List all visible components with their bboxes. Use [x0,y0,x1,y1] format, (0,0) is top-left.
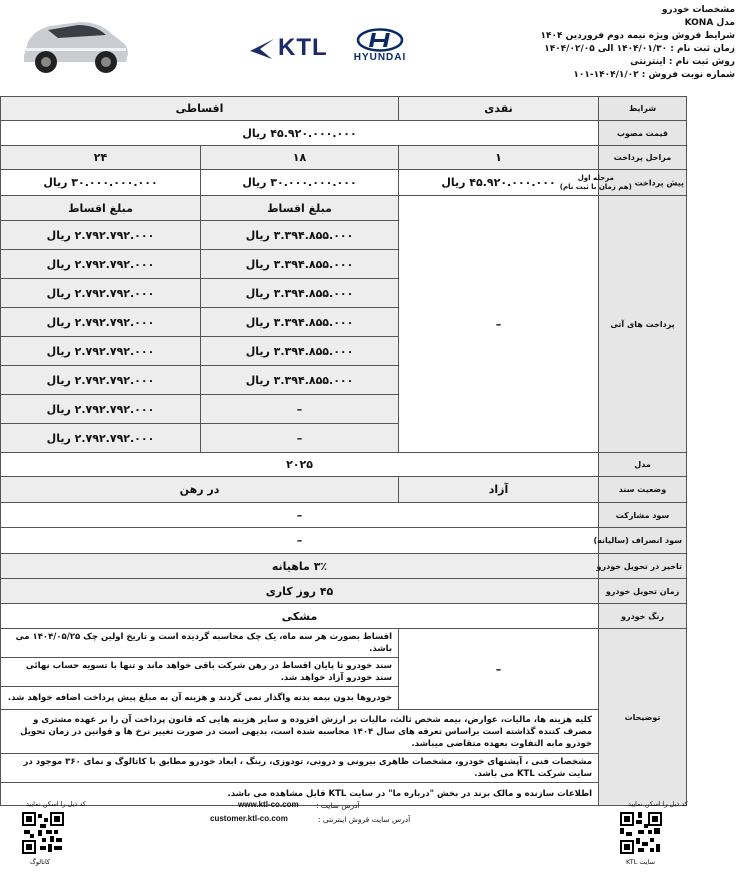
note-row [1,754,687,783]
pricing-table [0,96,687,806]
prepay-cash: ۴۵.۹۲۰.۰۰۰.۰۰۰ ریال [399,170,599,196]
model-year: ۲۰۲۵ [1,453,599,477]
prepay-18: ۳۰.۰۰۰.۰۰۰.۰۰۰ ریال [201,170,399,196]
spec-conditions: شرایط فروش ویژه نیمه دوم فروردین ۱۴۰۴ [540,31,735,41]
note-text: اطلاعات سازنده و مالک برند در بخش "درباره ما" در سایت KTL قابل مشاهده می باشد. [1,783,599,806]
catalog-qr-icon[interactable] [22,812,64,854]
site-qr-icon[interactable] [620,812,662,854]
notes-cash: – [399,629,599,710]
row-participation-profit [1,503,687,528]
stage-18: ۱۸ [201,146,399,170]
note-text: اقساط بصورت هر سه ماه، یک چک محاسبه گردیده است و تاریخ اولین چک ۱۴۰۴/۰۵/۲۵ می باشد. [1,629,399,658]
installment-18: – [201,395,399,424]
row-installment-header [1,196,687,221]
installment-24: ۲.۷۹۲.۷۹۲.۰۰۰ ریال [1,308,201,337]
note-text: خودروها بدون بیمه بدنه واگذار نمی گردند و هزینه آن به مبلغ پیش پرداخت اضافه خواهد شد. [1,687,399,710]
installment-18: ۳.۳۹۴.۸۵۵.۰۰۰ ریال [201,221,399,250]
label-delivery-time: زمان تحویل خودرو [599,579,687,604]
installment-18: ۳.۳۹۴.۸۵۵.۰۰۰ ریال [201,250,399,279]
installment-header-18: مبلغ اقساط [201,196,399,221]
page-footer [0,796,743,889]
ktl-swoosh-icon [248,37,276,61]
label-first-stage: مرحله اول [577,173,614,182]
label-payment-stages: مراحل پرداخت [599,146,687,170]
note-text: سند خودرو تا پایان اقساط در رهن شرکت باقی خواهد ماند و تنها با تسویه حساب نهائی سند خودرو آزاد خواهد شد. [1,658,399,687]
label-first-stage-note: (هم زمان با ثبت نام) [559,182,632,191]
page-header [0,0,743,96]
installment-18: ۳.۳۹۴.۸۵۵.۰۰۰ ریال [201,337,399,366]
row-color [1,604,687,629]
label-conditions: شرایط [599,97,687,121]
note-text: کلیه هزینه ها، مالیات، عوارض، بیمه شخص ثالث، مالیات بر ارزش افزوده و سایر هزینه هایی که قانون پرداخت آن را بر عهده مشتری و مصرف کننده گذاشته است براساس تعرفه های سال ۱۴۰۴ محاسبه شده است، بدیهی است در صورت تغییر نرخ ها و قوانین در زمان تحویل خودرو مابه التفاوت بعهده متقاضی میباشد. [1,710,599,754]
label-prepayment-text: پیش پرداخت [634,178,685,187]
label-model: مدل [599,453,687,477]
site-label: آدرس سایت : [316,801,360,810]
spec-reg-time: زمان ثبت نام : ۱۴۰۴/۰۱/۳۰ الی ۱۴۰۴/۰۲/۰۵ [544,44,735,54]
spec-title: مشخصات خودرو [661,5,735,15]
label-delivery-delay: تاخیر در تحویل خودرو [599,554,687,579]
installment-18: ۳.۳۹۴.۸۵۵.۰۰۰ ریال [201,366,399,395]
doc-status-installment: در رهن [1,477,399,503]
installment-18: – [201,424,399,453]
site-url[interactable]: www.ktl-co.com [238,800,299,809]
hyundai-emblem-icon [349,28,411,52]
row-delivery-time [1,579,687,604]
spec-model: مدل KONA [684,18,735,28]
note-row [1,710,687,754]
prepay-24: ۳۰.۰۰۰.۰۰۰.۰۰۰ ریال [1,170,201,196]
stage-cash: ۱ [399,146,599,170]
label-first-stage-box [560,174,632,192]
participation-profit: – [1,503,599,528]
delivery-time: ۴۵ روز کاری [1,579,599,604]
hyundai-logo [349,28,411,66]
car-image [18,8,130,78]
label-prepayment [559,170,687,196]
installment-24: ۲.۷۹۲.۷۹۲.۰۰۰ ریال [1,337,201,366]
label-participation-profit: سود مشارکت [599,503,687,528]
scan-label-right: کد ذیل را اسکن نمایید [628,800,688,808]
installment-24: ۲.۷۹۲.۷۹۲.۰۰۰ ریال [1,424,201,453]
row-delivery-delay [1,554,687,579]
stage-24: ۲۴ [1,146,201,170]
ktl-logo [248,34,340,62]
row-price [1,121,687,146]
row-model [1,453,687,477]
installment-24: ۲.۷۹۲.۷۹۲.۰۰۰ ریال [1,279,201,308]
catalog-caption: کاتالوگ [30,858,51,866]
installment-header-24: مبلغ اقساط [1,196,201,221]
hyundai-logo-text: HYUNDAI [353,52,407,63]
shop-url[interactable]: customer.ktl-co.com [210,814,288,823]
shop-label: آدرس سایت فروش اینترنتی : [318,815,411,824]
installment-24: ۲.۷۹۲.۷۹۲.۰۰۰ ریال [1,250,201,279]
label-color: رنگ خودرو [599,604,687,629]
installment-18: ۳.۳۹۴.۸۵۵.۰۰۰ ریال [201,279,399,308]
installment-18: ۳.۳۹۴.۸۵۵.۰۰۰ ریال [201,308,399,337]
row-conditions [1,97,687,121]
ktl-logo-text: KTL [278,34,328,61]
label-approved-price: قیمت مصوب [599,121,687,146]
approved-price: ۴۵.۹۲۰.۰۰۰.۰۰۰ ریال [1,121,599,146]
spec-reg-method: روش ثبت نام : اینترنتی [630,57,735,67]
spec-sale-no: شماره نوبت فروش : ۱۴۰۴/۱/۰۲-۱۰۱ [573,70,735,80]
spec-block [525,4,735,82]
installment-24: ۲.۷۹۲.۷۹۲.۰۰۰ ریال [1,395,201,424]
row-prepayment [1,170,687,196]
car-color: مشکی [1,604,599,629]
installment-24: ۲.۷۹۲.۷۹۲.۰۰۰ ریال [1,366,201,395]
row-doc-status [1,477,687,503]
label-doc-status: وضعیت سند [599,477,687,503]
delivery-delay: ۳٪ ماهیانه [1,554,599,579]
site-caption: سایت KTL [626,858,656,866]
installment-24: ۲.۷۹۲.۷۹۲.۰۰۰ ریال [1,221,201,250]
label-notes: توضیحات [599,629,687,806]
plan-cash: نقدی [399,97,599,121]
doc-status-cash: آزاد [399,477,599,503]
label-future-payments: پرداخت های آتی [599,196,687,453]
note-text: مشخصات فنی ، آپشنهای خودرو، مشخصات ظاهری بیرونی و درونی، تودوزی، رینگ ، ابعاد خودرو مطابق با کاتالوگ و نمای ۳۶۰ موجود در سایت شرکت KTL می باشد. [1,754,599,783]
label-cancellation-profit: سود انصراف (سالیانه) [599,528,687,554]
cancellation-profit: – [1,528,599,554]
note-row [1,629,687,658]
plan-installment: اقساطی [1,97,399,121]
future-cash: – [399,196,599,453]
row-cancellation-profit [1,528,687,554]
row-stages [1,146,687,170]
scan-label-left: کد ذیل را اسکن نمایید [26,800,86,808]
